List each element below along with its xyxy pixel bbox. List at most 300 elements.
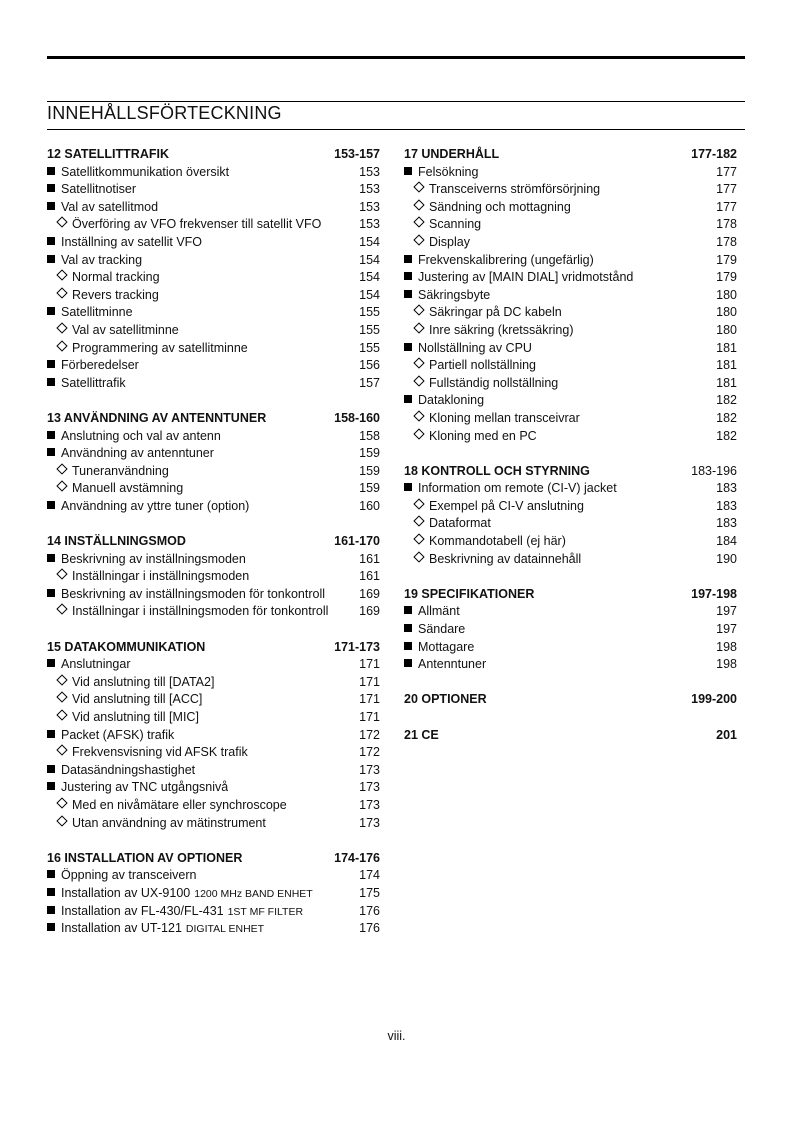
diamond-icon xyxy=(56,481,67,492)
toc-entry[interactable] xyxy=(47,445,380,463)
entry-text: Packet (AFSK) trafik xyxy=(61,727,175,742)
toc-entry[interactable] xyxy=(404,164,737,182)
entry-text: Användning av yttre tuner (option) xyxy=(61,498,250,513)
square-bullet-icon xyxy=(404,606,412,614)
toc-subentry[interactable] xyxy=(47,568,380,586)
entry-text: Justering av TNC utgångsnivå xyxy=(61,780,229,795)
entry-label xyxy=(47,164,229,182)
entry-label xyxy=(404,375,558,393)
entry-label xyxy=(47,357,139,375)
toc-entry[interactable] xyxy=(404,340,737,358)
entry-page: 181 xyxy=(716,340,737,355)
toc-entry[interactable] xyxy=(47,867,380,885)
toc-entry[interactable] xyxy=(47,199,380,217)
square-bullet-icon xyxy=(47,906,55,914)
toc-entry[interactable] xyxy=(47,428,380,446)
entry-text: Installation av FL-430/FL-431 xyxy=(61,903,224,918)
entry-text: Val av satellitmod xyxy=(61,199,159,214)
entry-text: Val av satellitminne xyxy=(72,322,179,337)
entry-text-small: 1200 MHz BAND ENHET xyxy=(194,887,313,900)
entry-text: Antenntuner xyxy=(418,657,487,672)
entry-text: Sändare xyxy=(418,622,466,637)
entry-label xyxy=(47,234,202,252)
toc-subentry[interactable] xyxy=(404,410,737,428)
entry-page: 198 xyxy=(716,657,737,672)
square-bullet-icon xyxy=(47,888,55,896)
toc-section xyxy=(404,691,737,709)
entry-text: Inställningar i inställningsmoden xyxy=(72,569,250,584)
entry-label xyxy=(47,797,287,815)
entry-label xyxy=(47,903,303,922)
toc-entry[interactable] xyxy=(404,480,737,498)
toc-subentry[interactable] xyxy=(47,216,380,234)
toc-section xyxy=(404,727,737,745)
entry-text: Beskrivning av datainnehåll xyxy=(429,551,582,566)
square-bullet-icon xyxy=(47,360,55,368)
toc-subentry[interactable] xyxy=(404,199,737,217)
toc-entry[interactable] xyxy=(47,727,380,745)
toc-subentry[interactable] xyxy=(404,322,737,340)
entry-text: Partiell nollställning xyxy=(429,358,537,373)
entry-label xyxy=(47,322,179,340)
entry-text: Felsökning xyxy=(418,164,479,179)
square-bullet-icon xyxy=(47,923,55,931)
toc-entry[interactable] xyxy=(47,656,380,674)
diamond-icon xyxy=(56,797,67,808)
section-title: 13 ANVÄNDNING AV ANTENNTUNER xyxy=(47,410,267,425)
section-pages: 161-170 xyxy=(334,534,380,549)
section-header[interactable] xyxy=(47,639,380,657)
toc-subentry[interactable] xyxy=(47,674,380,692)
entry-page: 171 xyxy=(359,710,380,724)
entry-text: Satellitnotiser xyxy=(61,182,137,197)
square-bullet-icon xyxy=(404,659,412,667)
entry-label xyxy=(404,639,474,657)
entry-page: 174 xyxy=(359,868,380,883)
diamond-icon xyxy=(56,604,67,615)
entry-label xyxy=(47,744,248,762)
toc-subentry[interactable] xyxy=(404,515,737,533)
toc-subentry[interactable] xyxy=(404,375,737,393)
entry-page: 169 xyxy=(359,604,380,619)
toc-entry[interactable] xyxy=(404,269,737,287)
entry-page: 153 xyxy=(359,199,380,214)
toc-subentry[interactable] xyxy=(404,551,737,569)
toc-entry[interactable] xyxy=(47,498,380,516)
entry-page: 179 xyxy=(716,252,737,267)
entry-text: Dataformat xyxy=(429,516,491,531)
toc-entry[interactable] xyxy=(47,885,380,903)
diamond-icon xyxy=(413,516,424,527)
toc-entry[interactable] xyxy=(47,234,380,252)
entry-text: Installation av UX-9100 xyxy=(61,885,191,900)
toc-subentry[interactable] xyxy=(404,428,737,446)
entry-page: 197 xyxy=(716,622,737,637)
entry-page: 161 xyxy=(359,569,380,584)
square-bullet-icon xyxy=(404,624,412,632)
toc-right-column xyxy=(404,146,737,762)
entry-page: 160 xyxy=(359,498,380,513)
entry-page: 184 xyxy=(716,534,737,549)
toc-subentry[interactable] xyxy=(404,234,737,252)
entry-page: 183 xyxy=(716,481,737,496)
toc-subentry[interactable] xyxy=(47,797,380,815)
entry-text: Display xyxy=(429,234,470,249)
toc-entry[interactable] xyxy=(47,164,380,182)
diamond-icon xyxy=(56,692,67,703)
entry-page: 169 xyxy=(359,586,380,601)
entry-text: Kloning med en PC xyxy=(429,428,537,443)
entry-label xyxy=(404,322,574,340)
square-bullet-icon xyxy=(47,448,55,456)
toc-entry[interactable] xyxy=(47,304,380,322)
entry-label xyxy=(404,234,470,252)
entry-text: Vid anslutning till [MIC] xyxy=(72,710,199,724)
entry-page: 176 xyxy=(359,921,380,936)
entry-label xyxy=(47,498,249,516)
entry-page: 177 xyxy=(716,164,737,179)
entry-text: Öppning av transceivern xyxy=(61,868,197,883)
entry-text: Utan användning av mätinstrument xyxy=(72,815,266,830)
entry-label xyxy=(47,551,246,569)
square-bullet-icon xyxy=(404,272,412,280)
entry-label xyxy=(47,463,169,481)
entry-label xyxy=(47,428,221,446)
section-pages: 177-182 xyxy=(691,147,737,161)
toc-subentry[interactable] xyxy=(47,691,380,709)
entry-label xyxy=(47,656,131,674)
entry-page: 182 xyxy=(716,428,737,443)
square-bullet-icon xyxy=(47,765,55,773)
square-bullet-icon xyxy=(404,642,412,650)
toc-entry[interactable] xyxy=(404,603,737,621)
entry-label xyxy=(404,621,465,639)
entry-text: Satellitminne xyxy=(61,305,133,320)
diamond-icon xyxy=(56,287,67,298)
entry-page: 154 xyxy=(359,270,380,285)
square-bullet-icon xyxy=(47,184,55,192)
section-title: 21 CE xyxy=(404,727,439,742)
toc-entry[interactable] xyxy=(404,656,737,674)
diamond-icon xyxy=(413,533,424,544)
entry-text: Installation av UT-121 xyxy=(61,921,182,936)
entry-label xyxy=(47,269,160,287)
entry-label xyxy=(404,357,536,375)
section-title: 17 UNDERHÅLL xyxy=(404,147,500,161)
diamond-icon xyxy=(413,498,424,509)
entry-page: 190 xyxy=(716,551,737,566)
entry-text: Kommandotabell (ej här) xyxy=(429,534,566,549)
toc-entry[interactable] xyxy=(47,252,380,270)
entry-text: Tuneranvändning xyxy=(72,463,169,478)
toc-entry[interactable] xyxy=(404,287,737,305)
entry-page: 159 xyxy=(359,463,380,478)
section-header[interactable] xyxy=(404,586,737,604)
diamond-icon xyxy=(413,217,424,228)
entry-text: Scanning xyxy=(429,217,482,232)
section-pages: 197-198 xyxy=(691,586,737,601)
entry-label xyxy=(47,674,214,692)
entry-label xyxy=(47,885,313,904)
entry-page: 183 xyxy=(716,498,737,513)
entry-label xyxy=(47,568,249,586)
section-header[interactable] xyxy=(404,691,737,709)
entry-page: 153 xyxy=(359,217,380,232)
entry-page: 178 xyxy=(716,217,737,232)
section-pages: 199-200 xyxy=(691,692,737,707)
square-bullet-icon xyxy=(404,167,412,175)
toc-entry[interactable] xyxy=(47,181,380,199)
section-header[interactable] xyxy=(47,850,380,868)
entry-text: Säkringsbyte xyxy=(418,287,491,302)
toc-entry[interactable] xyxy=(404,252,737,270)
entry-page: 173 xyxy=(359,815,380,830)
toc-subentry[interactable] xyxy=(404,533,737,551)
toc-subentry[interactable] xyxy=(47,269,380,287)
entry-page: 153 xyxy=(359,164,380,179)
toc-entry[interactable] xyxy=(404,392,737,410)
entry-text: Datasändningshastighet xyxy=(61,762,196,777)
entry-page: 171 xyxy=(359,657,380,672)
entry-label xyxy=(47,252,142,270)
section-header[interactable] xyxy=(404,146,737,164)
square-bullet-icon xyxy=(404,255,412,263)
square-bullet-icon xyxy=(47,167,55,175)
toc-entry[interactable] xyxy=(47,375,380,393)
toc-entry[interactable] xyxy=(47,586,380,604)
square-bullet-icon xyxy=(404,483,412,491)
entry-label xyxy=(404,428,537,446)
toc-entry[interactable] xyxy=(47,920,380,938)
entry-text: Frekvensvisning vid AFSK trafik xyxy=(72,745,248,760)
entry-page: 173 xyxy=(359,762,380,777)
diamond-icon xyxy=(56,217,67,228)
toc-entry[interactable] xyxy=(404,621,737,639)
diamond-icon xyxy=(413,428,424,439)
toc-subentry[interactable] xyxy=(47,322,380,340)
entry-page: 159 xyxy=(359,446,380,461)
entry-text: Förberedelser xyxy=(61,358,139,373)
entry-text: Frekvenskalibrering (ungefärlig) xyxy=(418,252,594,267)
toc-section xyxy=(47,410,380,516)
entry-text: Mottagare xyxy=(418,639,475,654)
entry-text: Överföring av VFO frekvenser till satellit VFO xyxy=(72,217,322,232)
diamond-icon xyxy=(56,815,67,826)
entry-page: 179 xyxy=(716,270,737,285)
toc-subentry[interactable] xyxy=(404,181,737,199)
toc-entry[interactable] xyxy=(404,639,737,657)
entry-page: 173 xyxy=(359,797,380,812)
entry-text: Med en nivåmätare eller synchroscope xyxy=(72,797,287,812)
section-pages: 183-196 xyxy=(691,463,737,478)
square-bullet-icon xyxy=(47,255,55,263)
diamond-icon xyxy=(56,340,67,351)
entry-text: Anslutningar xyxy=(61,657,131,672)
entry-label xyxy=(404,392,484,410)
diamond-icon xyxy=(413,182,424,193)
entry-text: Allmänt xyxy=(418,604,460,619)
entry-label xyxy=(47,216,321,234)
toc-entry[interactable] xyxy=(47,762,380,780)
entry-page: 173 xyxy=(359,780,380,795)
toc-section xyxy=(404,463,737,569)
diamond-icon xyxy=(56,569,67,580)
diamond-icon xyxy=(56,463,67,474)
entry-page: 156 xyxy=(359,358,380,373)
entry-page: 183 xyxy=(716,516,737,531)
entry-page: 176 xyxy=(359,903,380,918)
square-bullet-icon xyxy=(47,501,55,509)
section-header[interactable] xyxy=(404,727,737,745)
entry-text: Inre säkring (kretssäkring) xyxy=(429,322,574,337)
diamond-icon xyxy=(413,375,424,386)
section-pages: 153-157 xyxy=(334,147,380,161)
toc-subentry[interactable] xyxy=(47,709,380,727)
entry-text: Datakloning xyxy=(418,393,485,408)
entry-text: Justering av [MAIN DIAL] vridmotstånd xyxy=(418,270,634,285)
toc-subentry[interactable] xyxy=(404,216,737,234)
entry-text-small: DIGITAL ENHET xyxy=(185,923,265,936)
entry-page: 197 xyxy=(716,604,737,619)
entry-text: Val av tracking xyxy=(61,252,143,267)
entry-label xyxy=(47,199,158,217)
entry-page: 172 xyxy=(359,745,380,760)
toc-subentry[interactable] xyxy=(47,340,380,358)
entry-page: 172 xyxy=(359,727,380,742)
entry-label xyxy=(47,586,325,604)
toc-entry[interactable] xyxy=(47,551,380,569)
section-title: 14 INSTÄLLNINGSMOD xyxy=(47,534,186,549)
toc-section xyxy=(47,639,380,833)
entry-page: 177 xyxy=(716,199,737,214)
square-bullet-icon xyxy=(47,659,55,667)
toc-subentry[interactable] xyxy=(404,304,737,322)
entry-label xyxy=(404,304,562,322)
entry-label xyxy=(47,304,133,322)
toc-subentry[interactable] xyxy=(404,357,737,375)
entry-page: 180 xyxy=(716,287,737,302)
square-bullet-icon xyxy=(47,202,55,210)
toc-left-column xyxy=(47,146,380,955)
entry-page: 181 xyxy=(716,358,737,373)
toc-section xyxy=(47,146,380,392)
entry-text-small: 1ST MF FILTER xyxy=(227,905,304,918)
section-header[interactable] xyxy=(47,410,380,428)
entry-label xyxy=(404,533,566,551)
square-bullet-icon xyxy=(47,589,55,597)
diamond-icon xyxy=(56,745,67,756)
entry-page: 154 xyxy=(359,287,380,302)
section-title: 20 OPTIONER xyxy=(404,692,487,707)
square-bullet-icon xyxy=(47,870,55,878)
entry-label xyxy=(404,199,571,217)
toc-section xyxy=(47,850,380,938)
toc-section xyxy=(47,533,380,621)
toc-subentry[interactable] xyxy=(47,744,380,762)
section-title: 15 DATAKOMMUNIKATION xyxy=(47,639,206,654)
toc-entry[interactable] xyxy=(47,779,380,797)
entry-text: Satellittrafik xyxy=(61,375,126,390)
toc-subentry[interactable] xyxy=(47,815,380,833)
section-pages: 201 xyxy=(716,727,737,742)
entry-page: 159 xyxy=(359,481,380,496)
entry-page: 171 xyxy=(359,674,380,689)
toc-section xyxy=(404,586,737,674)
section-title: 12 SATELLITTRAFIK xyxy=(47,147,169,161)
toc-entry[interactable] xyxy=(47,903,380,921)
toc-subentry[interactable] xyxy=(47,287,380,305)
square-bullet-icon xyxy=(47,782,55,790)
entry-label xyxy=(47,920,264,939)
entry-text: Transceiverns strömförsörjning xyxy=(429,182,601,197)
diamond-icon xyxy=(413,410,424,421)
entry-page: 198 xyxy=(716,639,737,654)
entry-label xyxy=(404,252,594,270)
diamond-icon xyxy=(413,357,424,368)
diamond-icon xyxy=(413,199,424,210)
entry-page: 153 xyxy=(359,182,380,197)
entry-text: Användning av antenntuner xyxy=(61,446,214,461)
section-header[interactable] xyxy=(47,533,380,551)
entry-text: Manuell avstämning xyxy=(72,481,184,496)
entry-label xyxy=(404,216,481,234)
square-bullet-icon xyxy=(47,237,55,245)
entry-text: Inställning av satellit VFO xyxy=(61,234,203,249)
entry-label xyxy=(47,727,174,745)
entry-page: 180 xyxy=(716,322,737,337)
entry-text: Kloning mellan transceivrar xyxy=(429,410,580,425)
toc-subentry[interactable] xyxy=(47,480,380,498)
entry-label xyxy=(404,498,584,516)
entry-text: Vid anslutning till [ACC] xyxy=(72,692,203,707)
toc-entry[interactable] xyxy=(47,357,380,375)
entry-text: Normal tracking xyxy=(72,270,160,285)
entry-label xyxy=(404,603,460,621)
entry-page: 177 xyxy=(716,182,737,197)
diamond-icon xyxy=(56,674,67,685)
section-pages: 158-160 xyxy=(334,410,380,425)
section-header[interactable] xyxy=(47,146,380,164)
entry-page: 175 xyxy=(359,885,380,900)
entry-page: 155 xyxy=(359,305,380,320)
entry-text: Fullständig nollställning xyxy=(429,375,559,390)
entry-label xyxy=(47,867,197,885)
entry-text: Information om remote (CI-V) jacket xyxy=(418,481,617,496)
entry-label xyxy=(47,762,195,780)
entry-text: Exempel på CI-V anslutning xyxy=(429,498,584,513)
entry-text: Nollställning av CPU xyxy=(418,340,532,355)
entry-label xyxy=(47,181,136,199)
entry-label xyxy=(404,551,581,569)
entry-page: 154 xyxy=(359,252,380,267)
section-title: 19 SPECIFIKATIONER xyxy=(404,586,535,601)
section-header[interactable] xyxy=(404,463,737,481)
square-bullet-icon xyxy=(404,343,412,351)
square-bullet-icon xyxy=(47,307,55,315)
entry-label xyxy=(404,181,600,199)
entry-label xyxy=(47,340,248,358)
entry-label xyxy=(404,287,490,305)
entry-text: Vid anslutning till [DATA2] xyxy=(72,674,215,689)
diamond-icon xyxy=(56,322,67,333)
entry-text: Säkringar på DC kabeln xyxy=(429,305,562,320)
square-bullet-icon xyxy=(47,431,55,439)
entry-page: 178 xyxy=(716,234,737,249)
toc-subentry[interactable] xyxy=(404,498,737,516)
entry-page: 180 xyxy=(716,305,737,320)
toc-subentry[interactable] xyxy=(47,463,380,481)
toc-subentry[interactable] xyxy=(47,603,380,621)
